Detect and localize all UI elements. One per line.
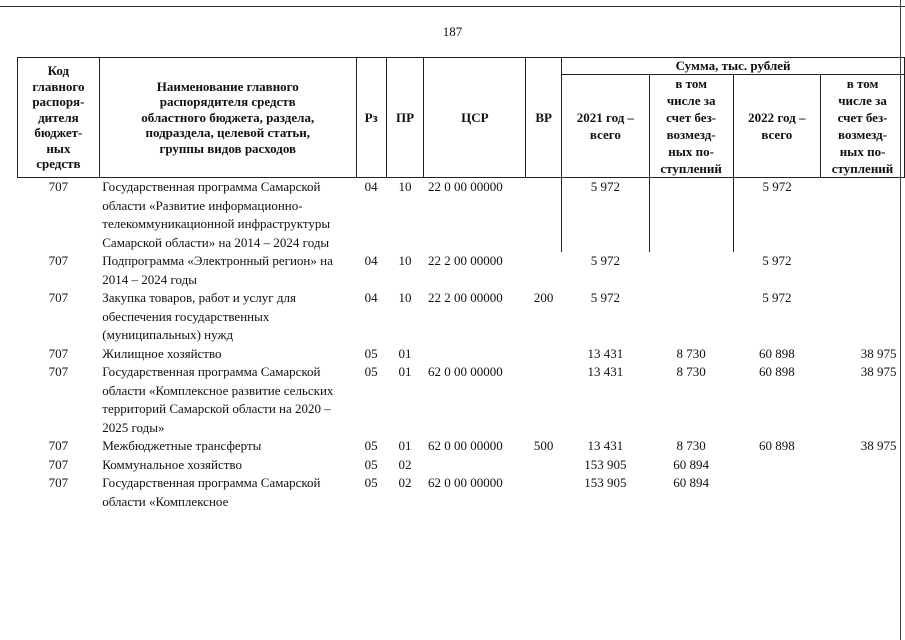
cell-2022-total: 60 898 — [758, 364, 795, 379]
table-body — [18, 178, 905, 512]
table-row — [18, 456, 905, 475]
cell-code: 707 — [48, 179, 69, 194]
cell-name: Государственная программа Самарской области «Комплексное развитие сельских территорий Самарской области на 2020 – 2025 годы» — [102, 364, 334, 435]
cell-pr: 01 — [398, 364, 412, 379]
cell-2022-total: 60 898 — [758, 438, 795, 453]
cell-2022-free — [821, 456, 905, 475]
header-pr: ПР — [386, 58, 424, 178]
cell-2021-total: 153 905 — [584, 475, 627, 490]
header-2022-free: в том числе за счет без- возмезд- ных по- ступлений — [821, 75, 905, 178]
cell-csr: 22 2 00 00000 — [427, 253, 503, 268]
cell-code: 707 — [48, 438, 69, 453]
cell-pr: 02 — [398, 475, 412, 490]
cell-vr — [526, 252, 562, 289]
cell-2021-free: 8 730 — [676, 364, 706, 379]
cell-2021-free: 60 894 — [673, 475, 709, 490]
cell-csr: 22 0 00 00000 — [427, 179, 503, 194]
cell-2021-total: 5 972 — [562, 178, 650, 253]
cell-2021-total: 5 972 — [590, 253, 621, 268]
cell-rz: 05 — [364, 475, 378, 490]
cell-vr — [526, 363, 562, 437]
header-name: Наименование главного распорядителя средств областного бюджета, раздела, подраздела, целевой статьи, группы видов расходов — [99, 58, 356, 178]
cell-vr: 500 — [533, 438, 554, 453]
cell-2022-free — [821, 474, 905, 511]
cell-name: Государственная программа Самарской области «Комплексное — [102, 475, 321, 509]
cell-code: 707 — [48, 253, 69, 268]
table-row — [18, 178, 905, 253]
cell-name: Подпрограмма «Электронный регион» на 2014 – 2024 годы — [102, 253, 333, 287]
cell-vr: 200 — [533, 290, 554, 305]
cell-pr: 01 — [398, 345, 412, 361]
cell-2021-total: 5 972 — [590, 290, 621, 305]
header-code: Код главного распоря- дителя бюджет- ных средств — [18, 58, 100, 178]
table-row — [18, 437, 905, 456]
cell-rz: 05 — [364, 345, 378, 361]
cell-pr: 10 — [398, 179, 412, 194]
cell-2022-total: 5 972 — [762, 290, 792, 305]
header-vr: ВР — [526, 58, 562, 178]
cell-rz: 05 — [364, 364, 378, 379]
cell-rz: 04 — [364, 290, 378, 305]
cell-csr: 62 0 00 00000 — [427, 475, 503, 490]
cell-2022-total: 60 898 — [758, 345, 795, 361]
cell-csr: 62 0 00 00000 — [427, 438, 503, 453]
table-row — [18, 474, 905, 511]
header-rz: Рз — [356, 58, 386, 178]
cell-name: Государственная программа Самарской области «Развитие информационно-телекоммуникационной инфраструктуры Самарской области» на 2014 – 2024 годы — [102, 179, 331, 250]
table-row — [18, 363, 905, 437]
cell-csr — [424, 456, 526, 475]
cell-2022-total — [733, 474, 821, 511]
cell-name: Коммунальное хозяйство — [102, 456, 242, 472]
page-number: 187 — [442, 24, 463, 39]
cell-csr: 22 2 00 00000 — [427, 290, 503, 305]
table-row — [18, 289, 905, 345]
cell-rz: 05 — [364, 456, 378, 472]
cell-vr — [526, 345, 562, 364]
budget-table — [17, 57, 905, 511]
cell-pr: 02 — [398, 456, 412, 472]
cell-rz: 05 — [364, 438, 378, 453]
cell-2022-free — [821, 252, 905, 289]
cell-vr — [526, 474, 562, 511]
cell-2022-total: 5 972 — [762, 253, 792, 268]
cell-code: 707 — [48, 345, 69, 361]
cell-2021-free: 60 894 — [673, 456, 709, 472]
header-csr: ЦСР — [424, 58, 526, 178]
cell-pr: 01 — [398, 438, 412, 453]
header-sum: Сумма, тыс. рублей — [562, 58, 905, 75]
cell-2021-total: 153 905 — [584, 456, 627, 472]
header-2021-free: в том числе за счет без- возмезд- ных по- ступлений — [649, 75, 733, 178]
cell-code: 707 — [48, 475, 69, 490]
cell-2021-free: 8 730 — [676, 345, 706, 361]
cell-rz: 04 — [364, 179, 378, 194]
table-row — [18, 252, 905, 289]
cell-name: Жилищное хозяйство — [102, 345, 222, 361]
cell-pr: 10 — [398, 253, 412, 268]
cell-2021-total: 13 431 — [587, 364, 624, 379]
cell-name: Межбюджетные трансферты — [102, 438, 262, 453]
cell-2021-total: 13 431 — [587, 345, 624, 361]
cell-vr — [526, 456, 562, 475]
cell-csr: 62 0 00 00000 — [427, 364, 503, 379]
cell-2022-free — [821, 289, 905, 345]
header-2021-total: 2021 год – всего — [562, 75, 650, 178]
cell-rz: 04 — [364, 253, 378, 268]
cell-code: 707 — [48, 290, 69, 305]
cell-2022-free: 38 975 — [860, 438, 897, 453]
cell-csr — [424, 345, 526, 364]
table-header — [18, 58, 905, 178]
cell-2022-free: 38 975 — [860, 364, 897, 379]
cell-2022-free — [821, 178, 905, 253]
cell-2022-total: 5 972 — [733, 178, 821, 253]
cell-vr — [526, 178, 562, 253]
cell-2021-free — [649, 252, 733, 289]
table-row — [18, 345, 905, 364]
cell-code: 707 — [48, 456, 69, 472]
cell-name: Закупка товаров, работ и услуг для обеспечения государственных (муниципальных) нужд — [102, 290, 296, 342]
header-2022-total: 2022 год – всего — [733, 75, 821, 178]
cell-2021-total: 13 431 — [587, 438, 624, 453]
cell-2022-free: 38 975 — [860, 345, 897, 361]
cell-2021-free — [649, 178, 733, 253]
cell-2022-total — [733, 456, 821, 475]
cell-code: 707 — [48, 364, 69, 379]
page-top-rule — [0, 6, 905, 7]
cell-2021-free — [649, 289, 733, 345]
cell-pr: 10 — [398, 290, 412, 305]
cell-2021-free: 8 730 — [676, 438, 706, 453]
